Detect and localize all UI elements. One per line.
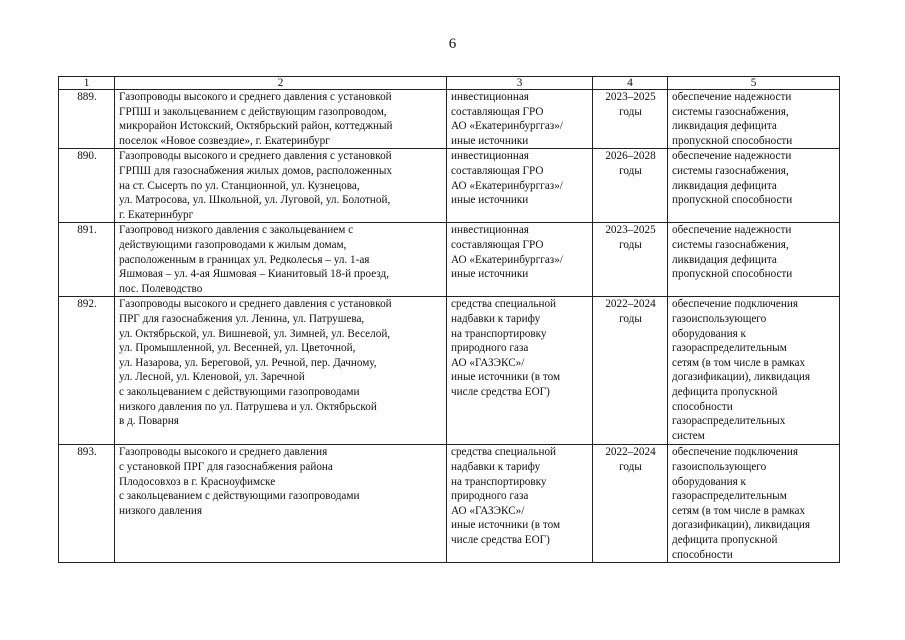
column-header-3: 3 bbox=[447, 77, 593, 90]
column-header-2: 2 bbox=[115, 77, 447, 90]
column-header-4: 4 bbox=[593, 77, 668, 90]
funding-source: средства специальной надбавки к тарифу на транспортировку природного газа АО «ГАЗЭКС»/ иные источники (в том числе средства ЕОГ) bbox=[447, 297, 593, 445]
row-number: 889. bbox=[59, 90, 115, 149]
table-row bbox=[59, 223, 840, 297]
projects-table bbox=[58, 76, 840, 563]
funding-source: инвестиционная составляющая ГРО АО «Екатеринбурггаз»/ иные источники bbox=[447, 223, 593, 297]
funding-source: инвестиционная составляющая ГРО АО «Екатеринбурггаз»/ иные источники bbox=[447, 149, 593, 223]
column-header-5: 5 bbox=[668, 77, 840, 90]
table-row bbox=[59, 297, 840, 445]
funding-source: инвестиционная составляющая ГРО АО «Екатеринбурггаз»/ иные источники bbox=[447, 90, 593, 149]
project-description: Газопроводы высокого и среднего давления с установкой ПРГ для газоснабжения района Плодосовхоз в г. Красноуфимске с закольцеванием с действующими газопроводами низкого давления bbox=[115, 445, 447, 563]
implementation-period: 2026–2028 годы bbox=[593, 149, 668, 223]
row-number: 893. bbox=[59, 445, 115, 563]
row-number: 890. bbox=[59, 149, 115, 223]
project-description: Газопроводы высокого и среднего давления с установкой ГРПШ для газоснабжения жилых домов, расположенных на ст. Сысерть по ул. Станционной, ул. Кузнецова, ул. Матросова, ул. Школьной, ул. Луговой, ул. Болотной, г. Екатеринбург bbox=[115, 149, 447, 223]
project-goal: обеспечение подключения газоиспользующего оборудования к газораспределительным сетям (в том числе в рамках догазификации), ликвидация дефицита пропускной способности газораспределительных систем bbox=[668, 297, 840, 445]
project-goal: обеспечение надежности системы газоснабжения, ликвидация дефицита пропускной способности bbox=[668, 223, 840, 297]
funding-source: средства специальной надбавки к тарифу на транспортировку природного газа АО «ГАЗЭКС»/ иные источники (в том числе средства ЕОГ) bbox=[447, 445, 593, 563]
column-number-row bbox=[59, 77, 840, 90]
project-description: Газопровод низкого давления с закольцеванием с действующими газопроводами к жилым домам, расположенным в границах ул. Редколесья – ул. 1-ая Яшмовая – ул. 4-ая Яшмовая – Кианитовый 18-й проезд, пос. Полеводство bbox=[115, 223, 447, 297]
implementation-period: 2022–2024 годы bbox=[593, 297, 668, 445]
implementation-period: 2022–2024 годы bbox=[593, 445, 668, 563]
table-row bbox=[59, 445, 840, 563]
page-number: 6 bbox=[448, 36, 457, 52]
implementation-period: 2023–2025 годы bbox=[593, 223, 668, 297]
row-number: 892. bbox=[59, 297, 115, 445]
project-description: Газопроводы высокого и среднего давления с установкой ГРПШ и закольцеванием с действующим газопроводом, микрорайон Истокский, Октябрьский район, коттеджный поселок «Новое созвездие», г. Екатеринбург bbox=[115, 90, 447, 149]
project-goal: обеспечение надежности системы газоснабжения, ликвидация дефицита пропускной способности bbox=[668, 149, 840, 223]
project-goal: обеспечение подключения газоиспользующего оборудования к газораспределительным сетям (в том числе в рамках догазификации), ликвидация дефицита пропускной способности bbox=[668, 445, 840, 563]
project-description: Газопроводы высокого и среднего давления с установкой ПРГ для газоснабжения ул. Ленина, ул. Патрушева, ул. Октябрьской, ул. Вишневой, ул. Зимней, ул. Веселой, ул. Промышленной, ул. Весенней, ул. Цветочной, ул. Назарова, ул. Береговой, ул. Речной, пер. Дачному, ул. Лесной, ул. Кленовой, ул. Заречной с закольцеванием с действующими газопроводами низкого давления по ул. Патрушева и ул. Октябрьской в д. Поварня bbox=[115, 297, 447, 445]
table-row bbox=[59, 149, 840, 223]
row-number: 891. bbox=[59, 223, 115, 297]
project-goal: обеспечение надежности системы газоснабжения, ликвидация дефицита пропускной способности bbox=[668, 90, 840, 149]
table-row bbox=[59, 90, 840, 149]
implementation-period: 2023–2025 годы bbox=[593, 90, 668, 149]
column-header-1: 1 bbox=[59, 77, 115, 90]
